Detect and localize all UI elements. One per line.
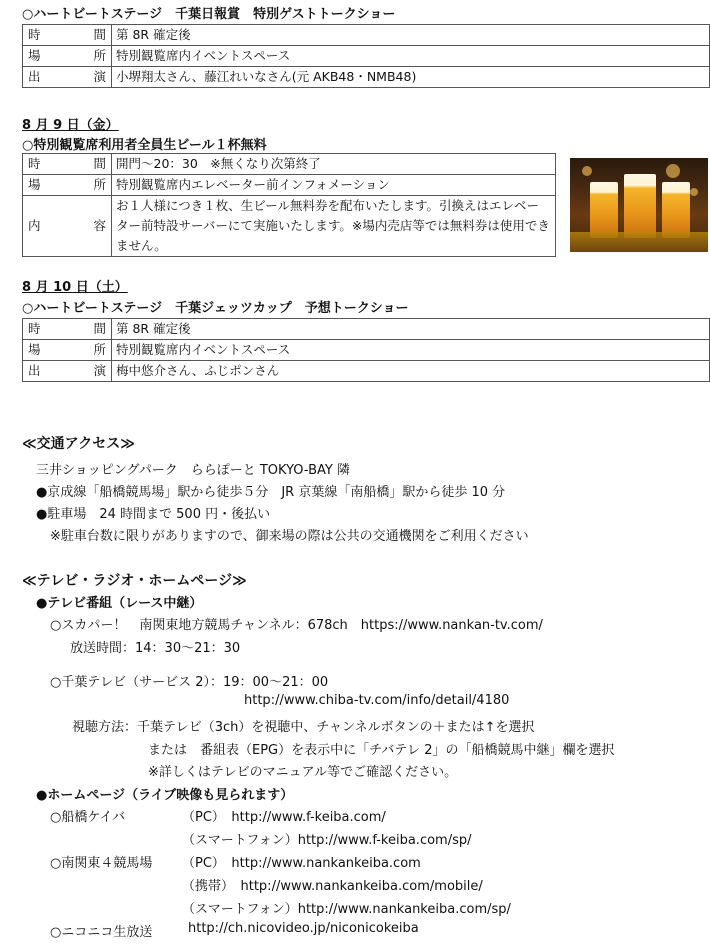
table-row — [23, 319, 710, 340]
chiba-tv-url: http://www.chiba-tv.com/info/detail/4180 — [244, 693, 510, 708]
section3-table — [22, 318, 710, 382]
beer-photo — [570, 158, 708, 252]
row-label: 出 演 — [23, 67, 112, 88]
table-row — [23, 67, 710, 88]
row-value: 小堺翔太さん、藤江れいなさん(元 AKB48・NMB48) — [112, 67, 710, 88]
nico-link[interactable]: http://ch.nicovideo.jp/niconicokeiba — [188, 921, 419, 936]
table-row — [23, 25, 710, 46]
row-value: 第 8R 確定後 — [112, 25, 710, 46]
chiba-method-note: ※詳しくはテレビのマニュアル等でご確認ください。 — [148, 765, 458, 780]
row-label: 時 間 — [23, 154, 112, 175]
row-value: 特別観覧席内イベントスペース — [112, 46, 710, 67]
funabashi-name: ○船橋ケイバ — [50, 810, 126, 825]
tv-heading: ●テレビ番組（レース中継） — [36, 596, 203, 611]
section3-heading: ○ハートビートステージ 千葉ジェッツカップ 予想トークショー — [22, 301, 409, 316]
hp-heading: ●ホームページ（ライブ映像も見られます） — [36, 788, 294, 803]
nankan-name: ○南関東４競馬場 — [50, 856, 153, 871]
chiba-method: または 番組表（EPG）を表示中に「チバテレ 2」の「船橋競馬中継」欄を選択 — [148, 743, 615, 758]
table-row — [23, 46, 710, 67]
section1-heading: ○ハートビートステージ 千葉日報賞 特別ゲストトークショー — [22, 7, 396, 22]
table-row — [23, 361, 710, 382]
table-row — [23, 175, 556, 196]
media-title: ≪テレビ・ラジオ・ホームページ≫ — [22, 573, 247, 589]
access-line: ●駐車場 24 時間まで 500 円・後払い — [36, 507, 271, 522]
row-value: 特別観覧席内イベントスペース — [112, 340, 710, 361]
funabashi-sp-link[interactable]: （スマートフォン）http://www.f-keiba.com/sp/ — [182, 833, 472, 848]
row-label: 場 所 — [23, 340, 112, 361]
nico-name: ○ニコニコ生放送 — [50, 925, 153, 940]
section2-date: 8 月 9 日（金） — [22, 118, 119, 133]
table-row — [23, 196, 556, 257]
table-row — [23, 154, 556, 175]
access-note: ※駐車台数に限りがありますので、御来場の際は公共の交通機関をご利用ください — [50, 529, 529, 544]
row-label: 時 間 — [23, 25, 112, 46]
access-line: ●京成線「船橋競馬場」駅から徒歩５分 JR 京葉線「南船橋」駅から徒歩 10 分 — [36, 485, 506, 500]
section1-table — [22, 24, 710, 88]
row-label: 場 所 — [23, 46, 112, 67]
section2-table — [22, 153, 556, 257]
table-row — [23, 340, 710, 361]
funabashi-pc-link[interactable]: （PC） http://www.f-keiba.com/ — [182, 810, 386, 825]
access-title: ≪交通アクセス≫ — [22, 436, 135, 452]
access-line: 三井ショッピングパーク ららぽーと TOKYO-BAY 隣 — [36, 463, 350, 478]
nankan-sp-link[interactable]: （スマートフォン）http://www.nankankeiba.com/sp/ — [182, 902, 511, 917]
nankan-pc-link[interactable]: （PC） http://www.nankankeiba.com — [182, 856, 421, 871]
row-value: 第 8R 確定後 — [112, 319, 710, 340]
section2-heading: ○特別観覧席利用者全員生ビール１杯無料 — [22, 138, 267, 153]
nankan-mobile-link[interactable]: （携帯） http://www.nankankeiba.com/mobile/ — [182, 879, 483, 894]
row-label: 出 演 — [23, 361, 112, 382]
row-value: お１人様につき１枚、生ビール無料券を配布いたします。引換えはエレベーター前特設サーバーにて実施いたします。※場内売店等では無料券は使用できません。 — [112, 196, 556, 257]
row-value: 開門～20：30 ※無くなり次第終了 — [112, 154, 556, 175]
chiba-method: 視聴方法：千葉テレビ（3ch）を視聴中、チャンネルボタンの＋または↑を選択 — [72, 720, 535, 735]
row-value: 梅中悠介さん、ふじポンさん — [112, 361, 710, 382]
row-label: 時 間 — [23, 319, 112, 340]
chiba-tv-line: ○千葉テレビ（サービス 2）：19：00～21：00 — [50, 675, 329, 690]
section3-date: 8 月 10 日（土） — [22, 280, 128, 295]
skyperfect-time: 放送時間：14：30～21：30 — [70, 641, 241, 656]
skyperfect-line: ○スカパー！ 南関東地方競馬チャンネル：678ch https://www.nankan-tv.com/ — [50, 618, 543, 633]
row-value: 特別観覧席内エレベーター前インフォメーション — [112, 175, 556, 196]
row-label: 場 所 — [23, 175, 112, 196]
row-label: 内 容 — [23, 196, 112, 257]
